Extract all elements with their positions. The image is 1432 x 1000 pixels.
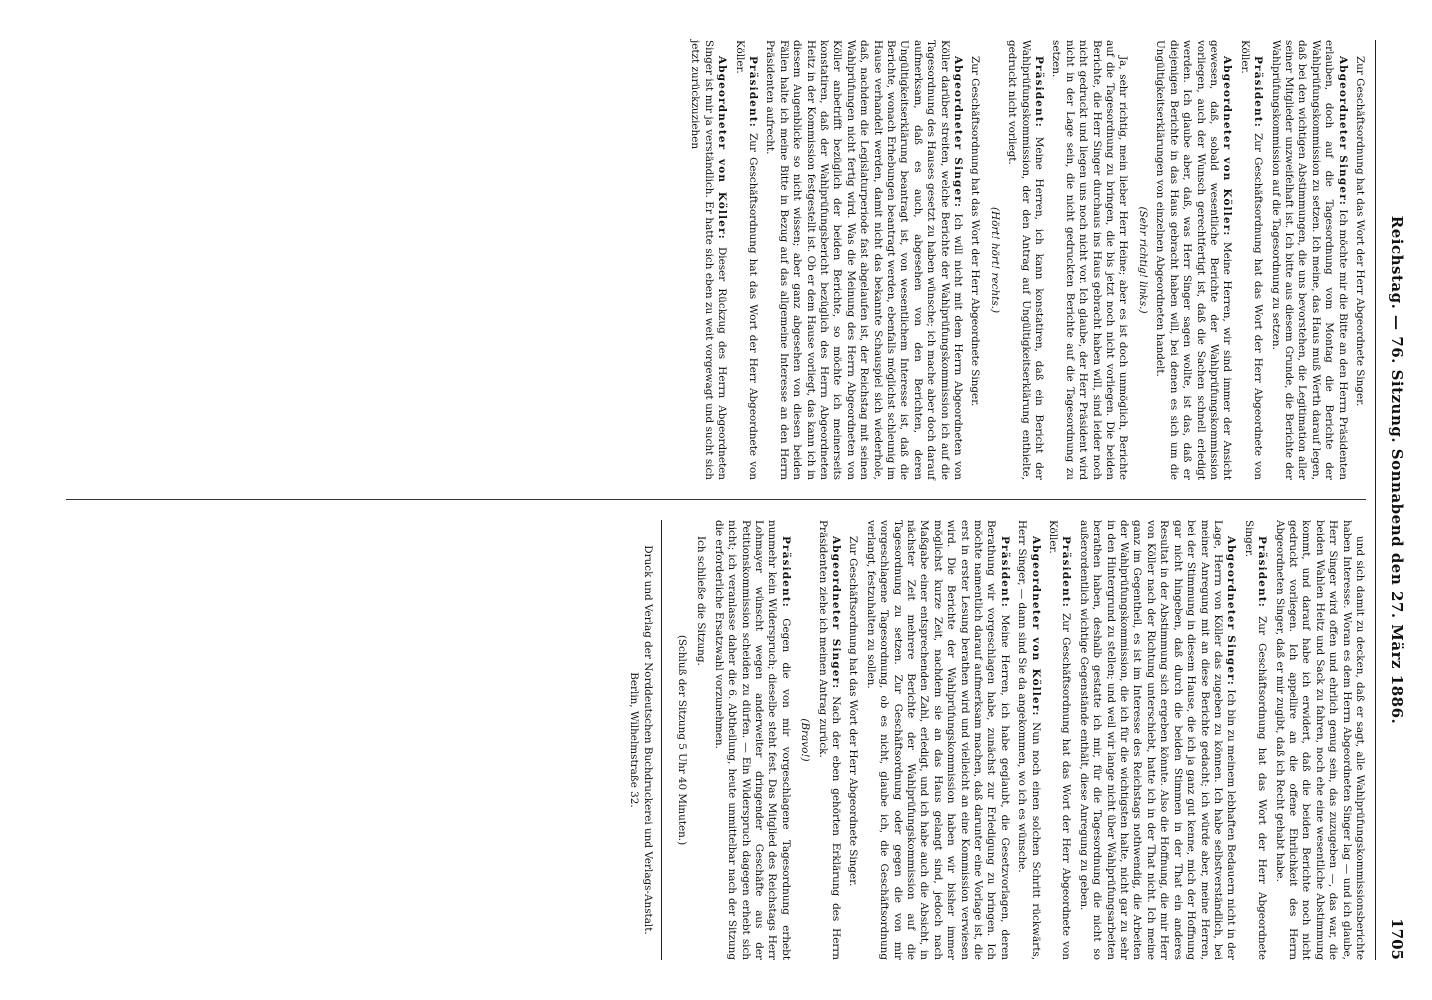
left-column [684, 40, 1366, 480]
speech-paragraph [846, 520, 859, 960]
paragraph-text: Dieser Rückzug des Herrn Abgeordneten Singer ist mir ja verständlich. Er hatte sich eben zu weit vorgewagt und sucht sich jetzt zurückzuziehen [689, 40, 729, 480]
paragraph-text: Zur Geschäftsordnung hat das Wort der Herr Abgeordnete von Köller. [733, 40, 759, 480]
paragraph-text: Ich möchte mir die Bitte an den Herrn Präsidenten erlauben, doch auf die Tagesordnung vom Montag die Berichte der Wahlprüfungskommission zu setzen. Ich meine, das Haus muß Werth darauf legen, daß bei den wichtigen Abstimmungen, die uns bevorstehen, die Legitimation aller seiner Mitglieder unzweifelhaft ist. Ich bitte aus diesem Grunde, die Berichte der Wahlprüfungskommission auf die Tagesordnung zu setzen. [1269, 40, 1349, 480]
paragraph-text: Zur Geschäftsordnung hat das Wort der Herr Abgeordnete Singer. [1354, 56, 1366, 407]
speaker-name: Präsident: [779, 536, 792, 608]
speaker-name: Abgeordneter von Köller: [1029, 536, 1042, 717]
speech-paragraph [1353, 40, 1366, 480]
speaker-name: Abgeordneter Singer: [1225, 536, 1238, 686]
speech-paragraph [863, 520, 1010, 960]
speaker-name: Abgeordneter Singer: [952, 56, 965, 208]
speaker-name: Präsident: [998, 536, 1011, 608]
speech-paragraph [1049, 40, 1129, 480]
imprint-publisher: Druck und Verlag der Norddeutschen Buchdruckerei und Verlags-Anstalt. [642, 545, 655, 935]
speech-paragraph [815, 520, 842, 960]
imprint [628, 520, 656, 960]
right-column-paragraphs [694, 520, 1366, 960]
paragraph-text: Ja, sehr richtig, mein lieber Herr Heine; aber es ist doch unmöglich, Berichte auf die Tagesordnung zu bringen, die bis jetzt noch nicht vorliegen. Die beiden Berichte, die Herr Singer durchaus ins Haus gebracht haben will, sind leider noch nicht gedruckt und liegen uns noch nicht vor. Ich glaube, der Herr Präsident wird nicht in der Lage sein, die nicht gedruckten Berichte auf die Tagesordnung zu setzen. [1050, 40, 1130, 480]
speech-paragraph [763, 40, 964, 480]
paragraph-text: Zur Geschäftsordnung hat das Wort der Herr Abgeordnete von Köller. [1047, 520, 1073, 960]
paragraph-text: Ich bin zu meinem lebhaften Bedauern nicht in der Lage, Herrn von Köller das zugeben zu können. Ich habe selbstverständlich, bei meiner Anregung mit an diese Berichte gedacht; ich würde aber, meine Herren, bei der Stimmung in diesem Hause, die ich ja ganz gut kenne, mich der Hoffnung gar nicht hingeben, daß durch die beiden Stimmen in der That ein anderes Resultat in der Abstimmung sich ergeben könnte. Also die Hoffnung, die mir Herr von Köller nach der Richtung unterschiebt, hatte ich in der That nicht. Ich meine ganz im Gegentheil, es ist im Interesse des Reichstags nothwendig, die Arbeiten der Wahlprüfungskommission, die ich für die wichtigsten halte, nicht gar zu sehr in den Hintergrund zu stellen; und weil wir lange nicht über Wahlprüfungsarbeiten berathen haben, deshalb gestatte ich mir, für die Tagesordnung die nicht so außerordentlich wichtige Gegenstände enthält, diese Anregung zu geben. [1077, 520, 1238, 960]
speaker-name: Präsident: [746, 56, 759, 128]
speaker-name: Präsident: [1256, 536, 1269, 608]
speech-paragraph [732, 40, 759, 480]
paragraph-text: Zur Geschäftsordnung hat das Wort der Herr Abgeordnete Singer. [969, 56, 982, 407]
speech-paragraph [688, 40, 728, 480]
session-end: (Schluß der Sitzung 5 Uhr 40 Minuten.) [675, 634, 688, 846]
paragraph-text: Ich schließe die Sitzung. [695, 536, 708, 666]
paragraph-text: Gegen die von mir vorgeschlagene Tagesordnung erhebt nunmehr kein Widerspruch; dieselbe steht fest. Das Mitglied des Reichstags Herr Lohmayer wünscht wegen anderweiter dringender Geschäfte aus der Petitionskommission scheiden zu dürfen. — Ein Widerspruch dagegen erhebt sich nicht; ich veranlasse daher die 6. Abtheilung, heute unmittelbar nach der Sitzung die erforderliche Ersatzwahl vorzunehmen. [712, 520, 792, 960]
stage-note: (Sehr richtig! links.) [1136, 206, 1149, 314]
paragraph-text: Meine Herren, ich kann konstatiren, daß ein Bericht der Wahlprüfungskommission, der den Antrag auf Ungültigkeitserklärung enthielte, gedruckt nicht vorliegt. [1006, 40, 1046, 480]
speaker-name: Abgeordneter von Köller: [716, 56, 729, 240]
page-number: 1705 [1388, 918, 1406, 960]
speech-paragraph [1015, 520, 1042, 960]
page-header [1382, 40, 1412, 960]
paragraph-text: Meine Herren, ich habe geglaubt, die Gesetzvorlagen, deren Berathung wir vorgeschlagen habe, zunächst zur Erledigung zu bringen. Ich möchte namentlich darauf aufmerksam machen, daß darunter eine Vorlage ist, die erst in erster Lesung berathen wird und vielleicht an eine Kommission verwiesen wird. Die Berichte der Wahlprüfungskommission haben wir bisher immer möglichst kurze Zeit, nachdem sie an das Haus gelangt sind, jedoch nach Maßgabe einer entsprechenden Zahl, erledigt, und ich habe auch die Absicht, in nächster Zeit mehrere Berichte der Wahlprüfungskommission auf die Tagesordnung zu setzen. Zur Geschäftsordnung oder gegen die von mir vorgeschlagene Tagesordnung, ob es nicht, glaube ich, die Geschäftsordnung verlangt, festzuhalten zu sollen. [864, 520, 1011, 960]
speech-paragraph [1076, 520, 1237, 960]
speech-paragraph [1046, 520, 1073, 960]
speech-paragraph [1268, 40, 1348, 480]
paragraph-text: Zur Geschäftsordnung hat das Wort der Herr Abgeordnete Singer. [847, 536, 860, 887]
speech-paragraph [1153, 40, 1233, 480]
speech-paragraph [1241, 520, 1268, 960]
paragraph-text: Meine Herren, wir sind immer der Ansicht gewesen, daß, sobald wesentliche Berichte der Wahlprüfungskommission vorliegen, auch der Wunsch gerechtfertigt ist, daß die Sachen schnell erledigt werden. Ich glaube aber, daß, was Herr Singer sagen wollte, ist das, daß er diejenigen Berichte in das Haus gebracht haben will, bei denen es sich um die Ungültigkeitserklärungen von einzelnen Abgeordneten handelt. [1154, 40, 1234, 480]
paragraph-text: und sich damit zu decken, daß er sagt, alle Wahlprüfungskommissionsberichte haben Interesse. Woran es dem Herrn Abgeordneten Singer lag — und ich glaube, Herr Singer wird offen und ehrlich genug sein, das zuzugeben —, das war, die beiden Wahlen Heitz und Sack zu fahren, noch ehe eine wesentliche Abstimmung kommt, und darauf habe ich erwidert, daß die beiden Berichte noch nicht gedruckt vorliegen. Ich appellire an die offene Ehrlichkeit des Herrn Abgeordneten Singer, daß er mir zugibt, daß ich Recht gehabt habe. [1273, 520, 1366, 960]
speaker-name: Präsident: [1033, 56, 1046, 128]
column-divider [66, 499, 1366, 500]
speech-paragraph [1005, 40, 1045, 480]
right-column [628, 520, 1367, 960]
imprint-rule [662, 520, 663, 960]
closing-block [628, 520, 688, 960]
header-rule [1375, 40, 1376, 960]
speech-paragraph [1272, 520, 1366, 960]
speaker-name: Abgeordneter von Köller: [1221, 56, 1234, 237]
speaker-name: Präsident: [1252, 56, 1265, 128]
speech-paragraph [711, 520, 791, 960]
speaker-name: Abgeordneter Singer: [1336, 56, 1349, 206]
speech-paragraph [1237, 40, 1264, 480]
paragraph-text: Nun noch einen solchen Schritt rückwärts, Herr Singer, — dann sind Sie da angekommen, wo ich es wünsche. [1016, 520, 1042, 960]
stage-note: (Hört! hört! rechts.) [988, 206, 1001, 314]
paragraph-text: Nach der eben gehörten Erklärung des Herrn Präsidenten ziehe ich meinen Antrag zurück. [816, 520, 842, 960]
paragraph-text: Zur Geschäftsordnung hat das Wort der Herr Abgeordnete von Köller. [1238, 40, 1265, 480]
speech-paragraph [694, 520, 707, 960]
speaker-name: Präsident: [1060, 536, 1073, 608]
paragraph-text: Zur Geschäftsordnung hat das Wort der Herr Abgeordnete Singer. [1242, 520, 1269, 961]
imprint-address: Berlin, Wilhelmstraße 32. [628, 672, 641, 808]
speech-paragraph [968, 40, 981, 480]
paragraph-text: Ich will nicht mit dem Herrn Abgeordneten von Köller darüber streiten, welche Berichte der Wahlprüfungskommission ich auf die Tagesordnung des Hauses gesetzt zu haben wünsche; ich mache aber doch darauf aufmerksam, daß es auch, abgesehen von den Berichten, deren Ungültigkeitserklärung beantragt ist, von wesentlichem Interesse ist, daß die Berichte, wonach Erhebungen beantragt werden, ebenfalls möglichst schleunig im Hause verhandelt werden, damit nicht das bekannte Schauspiel sich wiederhole, daß, nachdem die Legislaturperiode fast abgelaufen ist, der Reichstag mit seinen Wahlprüfungen nicht fertig wird. Was die Meinung des Herrn Abgeordneten von Köller anbetrifft bezüglich der beiden Berichte, so möchte ich meinerseits konstatiren, daß der Wahlprüfungsbericht bezüglich des Herrn Abgeordneten Heitz in der Kommission festgestellt ist. Ob er dem Hause vorliegt, das kann ich in diesem Augenblicke so nicht wissen; aber ganz abgesehen von diesen beiden Fällen halte ich meine Bitte in Bezug auf das allgemeine Interesse an den Herrn Präsidenten aufrecht. [764, 40, 965, 480]
running-title: Reichstag. — 76. Sitzung. Sonnabend den 27. März 1886. [1388, 215, 1406, 725]
stage-note: (Bravo!) [799, 718, 812, 762]
speaker-name: Abgeordneter Singer: [829, 536, 842, 690]
